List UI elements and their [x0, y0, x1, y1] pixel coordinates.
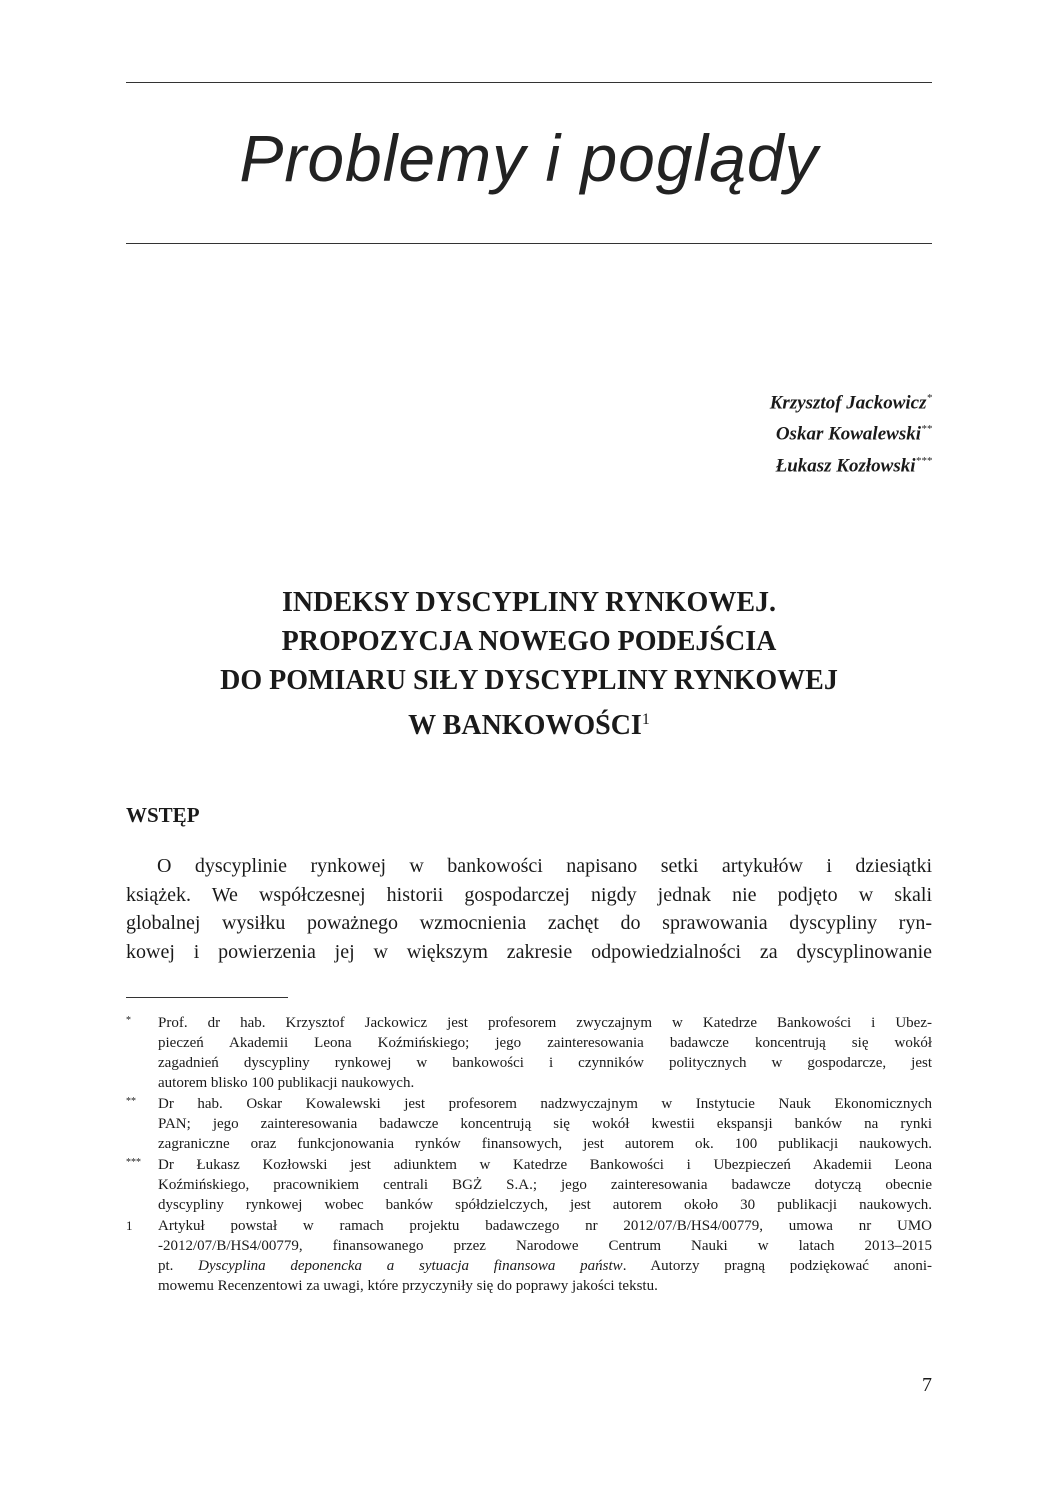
body-line: kowej i powierzenia jej w większym zakresie odpowiedzialności za dyscyplinowanie: [126, 940, 932, 963]
footnote-line: autorem blisko 100 publikacji naukowych.: [158, 1075, 415, 1091]
top-rule: [126, 82, 932, 83]
title-line: PROPOZYCJA NOWEGO PODEJŚCIA: [281, 626, 777, 657]
section-title: Problemy i poglądy: [239, 121, 819, 195]
author-name: Oskar Kowalewski: [775, 423, 921, 445]
title-line-text: W BANKOWOŚCI: [408, 710, 642, 741]
footnote-line: dyscypliny rynkowej wobec banków spółdzielczych, jest autorem około 30 publikacji naukowych.: [158, 1197, 932, 1213]
author-2: [770, 416, 932, 447]
footnote-1: [126, 1013, 932, 1093]
title-line: DO POMIARU SIŁY DYSCYPLINY RYNKOWEJ: [220, 665, 838, 696]
footnotes: [126, 1013, 932, 1297]
footnote-line: zagraniczne oraz funkcjonowania rynków finansowych, jest autorem ok. 100 publikacji naukowych.: [158, 1136, 932, 1152]
title-line: INDEKSY DYSCYPLINY RYNKOWEJ.: [282, 587, 776, 618]
footnote-line: zagadnień dyscypliny rynkowej w bankowości i czynników politycznych w gospodarcze, jest: [158, 1055, 932, 1071]
footnote-line: Dr hab. Oskar Kowalewski jest profesorem nadzwyczajnym w Instytucie Nauk Ekonomicznych: [158, 1096, 932, 1112]
footnote-marker[interactable]: *: [926, 392, 932, 404]
bottom-rule: [126, 243, 932, 244]
footnote-marker[interactable]: **: [921, 423, 932, 436]
footnote-line: -2012/07/B/HS4/00779, finansowanego przez Narodowe Centrum Nauki w latach 2013–2015: [158, 1238, 932, 1254]
footnote-separator: [126, 997, 288, 998]
body-line: O dyscyplinie rynkowej w bankowości napisano setki artykułów i dziesiątki: [157, 855, 932, 877]
body-paragraph: [126, 852, 932, 966]
footnote-line: Artykuł powstał w ramach projektu badawczego nr 2012/07/B/HS4/00779, umowa nr UMO: [158, 1218, 932, 1234]
footnote-2: [126, 1094, 932, 1154]
footnote-mark: **: [126, 1096, 136, 1107]
footnote-marker[interactable]: ***: [915, 454, 932, 467]
author-3: [770, 448, 932, 479]
author-name: Krzysztof Jackowicz: [769, 392, 927, 414]
footnote-line: [158, 1256, 932, 1276]
article-title: [126, 583, 932, 745]
footnote-marker[interactable]: 1: [641, 711, 650, 728]
footnote-mark: 1: [126, 1218, 133, 1233]
footnote-line: Prof. dr hab. Krzysztof Jackowicz jest profesorem zwyczajnym w Katedrze Bankowości i Ubez-: [158, 1015, 932, 1031]
footnote-line: Dr Łukasz Kozłowski jest adiunktem w Katedrze Bankowości i Ubezpieczeń Akademii Leona: [158, 1157, 932, 1173]
footnote-line: pieczeń Akademii Leona Koźmińskiego; jego zainteresowania badawcze koncentrują się wokół: [158, 1035, 932, 1051]
author-1: [770, 385, 932, 416]
footnote-line: Koźmińskiego, pracownikiem centrali BGŻ S.A.; jego zainteresowania badawcze dotyczą obecnie: [158, 1177, 932, 1193]
body-line: globalnej wysiłku poważnego wzmocnienia zachęt do sprawowania dyscypliny ryn-: [126, 912, 932, 934]
footnote-line: mowemu Recenzentowi za uwagi, które przyczyniły się do poprawy jakości tekstu.: [158, 1278, 658, 1294]
project-title: Dyscyplina deponencka a sytuacja finansowa państw: [198, 1258, 623, 1274]
body-line: książek. We współczesnej historii gospodarczej nigdy jednak nie podjęto w skali: [126, 883, 932, 906]
page-number: 7: [922, 1374, 932, 1396]
title-line: [126, 700, 932, 745]
author-name: Łukasz Kozłowski: [775, 454, 916, 476]
footnote-mark: *: [126, 1015, 131, 1026]
footnote-3: [126, 1155, 932, 1215]
footnote-text: . Autorzy pragną podziękować anoni-: [622, 1258, 932, 1274]
footnote-mark: ***: [126, 1157, 141, 1168]
footnote-text: pt.: [158, 1258, 199, 1274]
footnote-4: [126, 1216, 932, 1296]
section-heading: WSTĘP: [126, 803, 200, 827]
footnote-line: PAN; jego zainteresowania badawcze koncentrują się wokół kwestii ekspansji banków na rynki: [158, 1116, 932, 1132]
author-list: [770, 385, 932, 479]
